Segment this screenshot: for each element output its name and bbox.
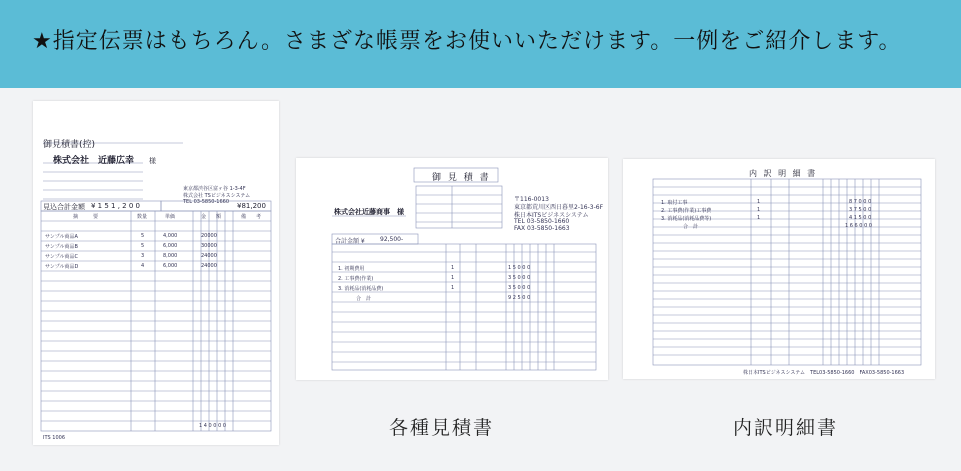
col-header-amount: 金 額 xyxy=(201,214,222,220)
item-qty: 1 xyxy=(451,265,455,271)
item-price: 6,000 xyxy=(163,243,178,249)
item-price: 6,000 xyxy=(163,263,178,269)
quotation-customer: 株式会社近藤商事 様 xyxy=(334,208,404,216)
header-banner xyxy=(0,0,961,88)
item-amount: 1 5 0 0 0 xyxy=(508,265,531,271)
item-amount: 9 2 5 0 0 xyxy=(508,295,531,301)
quotation-total-value: 92,500- xyxy=(380,236,404,243)
item-qty: 5 xyxy=(141,233,145,239)
item-price: 8,000 xyxy=(163,253,178,259)
estimate-customer-suffix: 様 xyxy=(149,157,156,165)
estimate-title: 御見積書(控) xyxy=(43,140,96,150)
quotation-fax: FAX 03-5850-1663 xyxy=(514,225,570,232)
item-qty: 1 xyxy=(451,275,455,281)
item-qty: 3 xyxy=(141,253,145,259)
company-line-1: 東京都渋谷区富ヶ谷 1-3-4F xyxy=(183,186,246,192)
item-amount: 3 5 0 0 0 xyxy=(508,275,531,281)
item-name: サンプル商品C xyxy=(45,254,79,260)
quotation-address: 東京都荒川区西日暮里2-16-3-6F xyxy=(514,204,604,211)
col-header-desc: 摘 要 xyxy=(73,214,99,220)
item-amount: 3 5 0 0 0 xyxy=(508,285,531,291)
item-amount: 3 7 5 0 0 xyxy=(849,207,872,213)
item-price: 4,000 xyxy=(163,233,178,239)
item-amount: 20000 xyxy=(201,233,217,239)
col-header-qty: 数量 xyxy=(137,214,148,220)
breakdown-form-image xyxy=(623,159,935,379)
item-name: 3. 消耗品(消耗品費等) xyxy=(661,216,712,222)
quotation-total-label: 合計金額 ¥ xyxy=(335,238,365,245)
col-header-note: 備 考 xyxy=(241,214,262,220)
col-header-price: 単価 xyxy=(165,214,176,220)
item-amount: 8 7 0 0 0 xyxy=(849,199,872,205)
item-name: 3. 消耗品(消耗品費) xyxy=(338,286,384,292)
item-name: 1. 初期費用 xyxy=(338,266,365,272)
item-name: サンプル商品A xyxy=(45,234,78,240)
caption-breakdown: 内訳明細書 xyxy=(733,417,839,439)
item-name: サンプル商品D xyxy=(45,264,79,270)
caption-estimate: 各種見積書 xyxy=(389,417,495,439)
item-qty: 1 xyxy=(451,285,455,291)
item-qty: 5 xyxy=(141,243,145,249)
item-name: 2. 工事費(作業)工事費 xyxy=(661,208,712,214)
estimate-customer: 株式会社 近藤広幸 xyxy=(53,156,135,166)
estimate-total-value: ¥ 1 5 1 , 2 0 0 xyxy=(91,202,140,210)
estimate-footer: ITS 1006 xyxy=(43,435,66,441)
item-qty: 1 xyxy=(757,207,761,213)
company-line-2: 株式会社 TSビジネスシステム xyxy=(183,193,251,199)
item-name: 2. 工事費(作業) xyxy=(338,276,374,282)
item-amount: 30000 xyxy=(201,243,217,249)
item-name: サンプル商品B xyxy=(45,244,78,250)
item-name: 合 計 xyxy=(683,224,699,230)
estimate-form-image xyxy=(33,101,279,445)
breakdown-footer: 株日本ITSビジネスシステム TEL03-5850-1660 FAX03-5850-1663 xyxy=(743,370,905,376)
quotation-tel: TEL 03-5850-1660 xyxy=(514,218,570,225)
quotation-company: 株日本ITSビジネスシステム xyxy=(514,212,589,219)
item-qty: 1 xyxy=(757,199,761,205)
item-qty: 4 xyxy=(141,263,145,269)
item-amount: 4 1 5 0 0 xyxy=(849,215,872,221)
estimate-right-total: ¥81,200 xyxy=(237,202,266,210)
quotation-postal: 〒116-0013 xyxy=(514,196,549,203)
form-grid xyxy=(623,159,935,379)
banner-text: ★指定伝票はもちろん。さまざな帳票をお使いいただけます。一例をご紹介します。 xyxy=(32,29,902,54)
item-amount: 1 6 6 0 0 0 xyxy=(845,223,873,229)
quotation-form-image xyxy=(296,158,608,380)
item-name: 1. 取付工事 xyxy=(661,200,688,206)
item-amount: 24000 xyxy=(201,263,217,269)
item-amount: 24000 xyxy=(201,253,217,259)
company-line-3: TEL 03-5850-1660 xyxy=(183,199,230,205)
quotation-title: 御 見 積 書 xyxy=(432,173,491,183)
item-qty: 1 xyxy=(757,215,761,221)
item-name: 合 計 xyxy=(356,296,372,302)
estimate-bottom-total: 1 4 0 0 0 0 xyxy=(199,423,227,429)
estimate-total-label: 見込合計金額 xyxy=(43,203,85,211)
breakdown-title: 内 訳 明 細 書 xyxy=(749,169,818,178)
